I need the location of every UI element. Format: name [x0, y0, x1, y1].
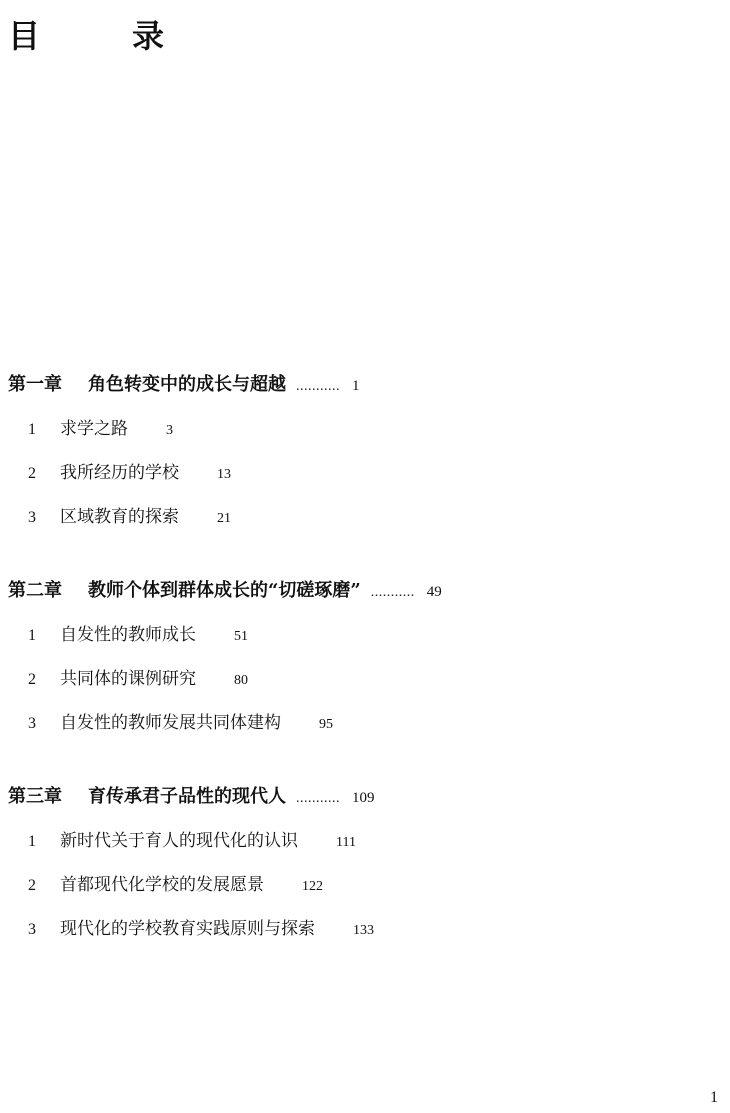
section-number: 2 [28, 877, 36, 894]
dot-leader: ........... [296, 791, 340, 806]
section-title: 首都现代化学校的发展愿景 [60, 875, 264, 895]
section-title: 共同体的课例研究 [60, 669, 196, 689]
section-number: 2 [28, 671, 36, 688]
section-number: 1 [28, 833, 36, 850]
section-page-number: 80 [234, 673, 248, 688]
section-page-number: 111 [336, 835, 356, 850]
section-title: 新时代关于育人的现代化的认识 [60, 831, 298, 851]
dot-leader: ........... [296, 379, 340, 394]
table-of-contents [8, 370, 708, 988]
chapter-3 [8, 782, 708, 944]
section-page-number: 21 [217, 511, 231, 526]
section-entry[interactable] [8, 458, 708, 488]
section-title: 区域教育的探索 [60, 507, 179, 527]
section-number: 3 [28, 509, 36, 526]
section-entry[interactable] [8, 914, 708, 944]
chapter-1 [8, 370, 708, 532]
section-entry[interactable] [8, 708, 708, 738]
section-number: 2 [28, 465, 36, 482]
chapter-page-number: 49 [426, 584, 442, 600]
chapter-heading[interactable] [8, 370, 708, 400]
page-title: 目 录 [8, 17, 195, 55]
chapter-title: 育传承君子品性的现代人 [88, 786, 286, 807]
section-entry[interactable] [8, 664, 708, 694]
section-number: 1 [28, 627, 36, 644]
chapter-page-number: 109 [352, 790, 375, 806]
chapter-title: 教师个体到群体成长的“切磋琢磨” [88, 580, 361, 601]
section-entry[interactable] [8, 620, 708, 650]
section-number: 3 [28, 921, 36, 938]
section-entry[interactable] [8, 826, 708, 856]
chapter-heading[interactable] [8, 782, 708, 812]
section-title: 求学之路 [60, 419, 128, 439]
section-entry[interactable] [8, 870, 708, 900]
section-entry[interactable] [8, 502, 708, 532]
chapter-heading[interactable] [8, 576, 708, 606]
section-title: 自发性的教师成长 [60, 625, 196, 645]
chapter-label: 第二章 [8, 580, 62, 601]
section-title: 自发性的教师发展共同体建构 [60, 713, 281, 733]
chapter-label: 第一章 [8, 374, 62, 395]
section-title: 我所经历的学校 [60, 463, 179, 483]
dot-leader: ........... [370, 585, 415, 600]
section-page-number: 51 [234, 629, 248, 644]
section-page-number: 13 [217, 467, 231, 482]
section-page-number: 95 [319, 717, 333, 732]
page-number: 1 [710, 1089, 718, 1106]
section-page-number: 3 [166, 423, 173, 438]
section-number: 3 [28, 715, 36, 732]
section-page-number: 122 [302, 879, 323, 894]
section-page-number: 133 [353, 923, 374, 938]
chapter-title: 角色转变中的成长与超越 [88, 374, 286, 395]
section-title: 现代化的学校教育实践原则与探索 [60, 919, 315, 939]
section-number: 1 [28, 421, 36, 438]
chapter-page-number: 1 [352, 378, 360, 394]
chapter-label: 第三章 [8, 786, 62, 807]
chapter-2 [8, 576, 708, 738]
section-entry[interactable] [8, 414, 708, 444]
